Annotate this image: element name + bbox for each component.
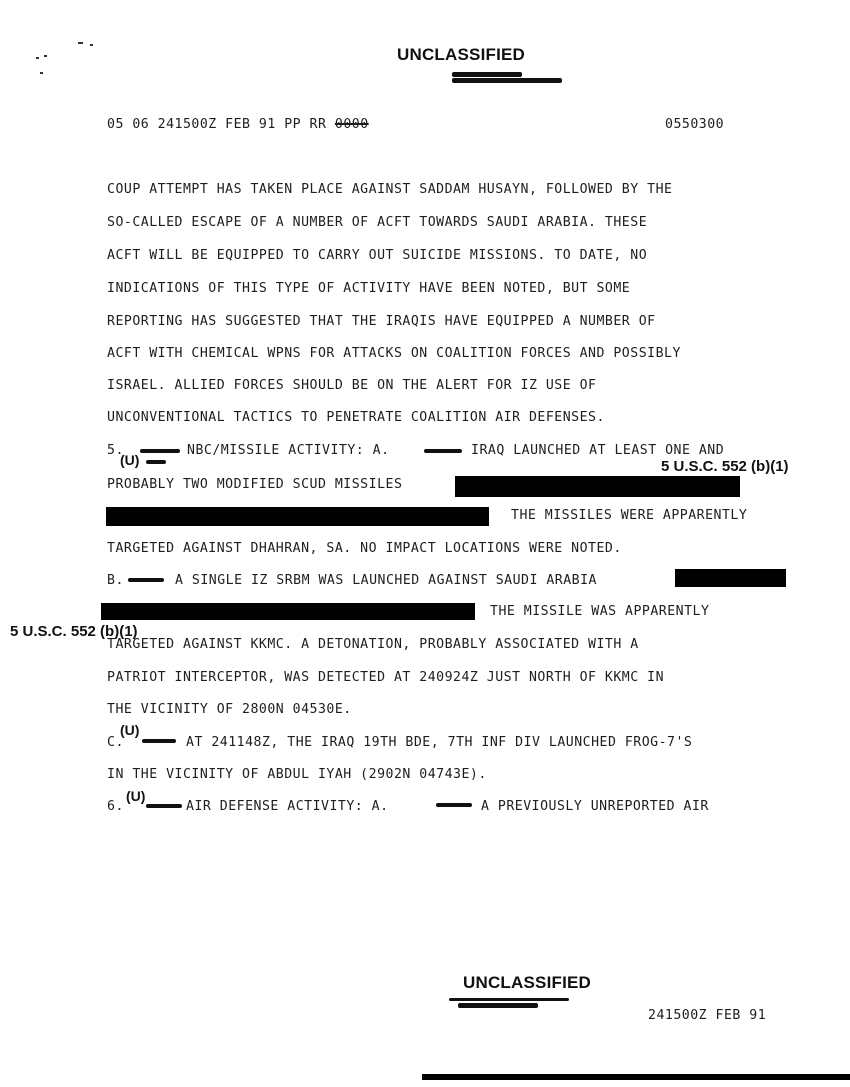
redaction-scribble	[449, 998, 569, 1001]
scan-speck	[90, 44, 93, 46]
section5-c-label: C.	[107, 735, 124, 750]
section5-line6-tail: THE MISSILE WAS APPARENTLY	[490, 604, 710, 619]
u-marking: (U)	[120, 452, 140, 468]
section5-line2: PROBABLY TWO MODIFIED SCUD MISSILES	[107, 477, 403, 492]
redaction-scribble	[452, 72, 522, 77]
exemption-citation: 5 U.S.C. 552 (b)(1)	[10, 623, 138, 640]
section5-line4: TARGETED AGAINST DHAHRAN, SA. NO IMPACT LOCATIONS WERE NOTED.	[107, 541, 622, 556]
redaction-scribble	[436, 803, 472, 807]
section5-line9: THE VICINITY OF 2800N 04530E.	[107, 702, 352, 717]
section5-c-text: AT 241148Z, THE IRAQ 19TH BDE, 7TH INF DIV LAUNCHED FROG-7'S	[186, 735, 693, 750]
redaction-scribble	[452, 78, 562, 83]
section6-heading: AIR DEFENSE ACTIVITY: A.	[186, 799, 389, 814]
body-line: ACFT WILL BE EQUIPPED TO CARRY OUT SUICIDE MISSIONS. TO DATE, NO	[107, 248, 648, 263]
body-line: INDICATIONS OF THIS TYPE OF ACTIVITY HAVE BEEN NOTED, BUT SOME	[107, 281, 631, 296]
section6-number: 6.	[107, 799, 124, 814]
section5-heading: NBC/MISSILE ACTIVITY: A.	[187, 443, 390, 458]
section5-line11: IN THE VICINITY OF ABDUL IYAH (2902N 04743E).	[107, 767, 487, 782]
redaction-block	[101, 603, 475, 620]
classification-bottom: UNCLASSIFIED	[463, 973, 592, 992]
section5-b-label: B.	[107, 573, 124, 588]
scan-speck	[44, 55, 47, 57]
scan-speck	[78, 42, 83, 44]
message-header-fields: 05 06 241500Z FEB 91 PP RR	[107, 117, 327, 132]
redaction-scribble	[424, 449, 462, 453]
redaction-block	[455, 476, 740, 497]
body-line: COUP ATTEMPT HAS TAKEN PLACE AGAINST SADDAM HUSAYN, FOLLOWED BY THE	[107, 182, 673, 197]
section5-line3-tail: THE MISSILES WERE APPARENTLY	[511, 508, 748, 523]
scan-speck	[40, 72, 43, 74]
redaction-block	[106, 507, 489, 526]
redaction-scribble	[140, 449, 180, 453]
body-line: SO-CALLED ESCAPE OF A NUMBER OF ACFT TOWARDS SAUDI ARABIA. THESE	[107, 215, 648, 230]
redaction-scribble	[142, 739, 176, 743]
message-header	[107, 117, 369, 132]
body-line: ISRAEL. ALLIED FORCES SHOULD BE ON THE ALERT FOR IZ USE OF	[107, 378, 597, 393]
section5-line8: PATRIOT INTERCEPTOR, WAS DETECTED AT 240924Z JUST NORTH OF KKMC IN	[107, 670, 665, 685]
u-marking: (U)	[120, 722, 140, 738]
redaction-scribble	[146, 460, 166, 464]
redaction-scribble	[128, 578, 164, 582]
footer-dtg: 241500Z FEB 91	[648, 1008, 767, 1023]
body-line: ACFT WITH CHEMICAL WPNS FOR ATTACKS ON COALITION FORCES AND POSSIBLY	[107, 346, 681, 361]
section5-line1-tail: IRAQ LAUNCHED AT LEAST ONE AND	[471, 443, 725, 458]
redaction-scribble	[458, 1003, 538, 1008]
section5-b-text: A SINGLE IZ SRBM WAS LAUNCHED AGAINST SAUDI ARABIA	[175, 573, 597, 588]
page-edge-bar	[422, 1074, 850, 1080]
classification-top: UNCLASSIFIED	[397, 45, 526, 64]
redaction-block	[675, 569, 786, 587]
body-line: UNCONVENTIONAL TACTICS TO PENETRATE COALITION AIR DEFENSES.	[107, 410, 605, 425]
struck-code: 0000	[334, 117, 369, 132]
body-line: REPORTING HAS SUGGESTED THAT THE IRAQIS HAVE EQUIPPED A NUMBER OF	[107, 314, 656, 329]
message-serial: 0550300	[665, 117, 725, 132]
section6-tail: A PREVIOUSLY UNREPORTED AIR	[481, 799, 709, 814]
exemption-citation: 5 U.S.C. 552 (b)(1)	[661, 458, 789, 475]
redaction-scribble	[146, 804, 182, 808]
section5-line7: TARGETED AGAINST KKMC. A DETONATION, PROBABLY ASSOCIATED WITH A	[107, 637, 639, 652]
u-marking: (U)	[126, 788, 146, 804]
section5-number: 5.	[107, 443, 124, 458]
scan-speck	[36, 57, 39, 59]
